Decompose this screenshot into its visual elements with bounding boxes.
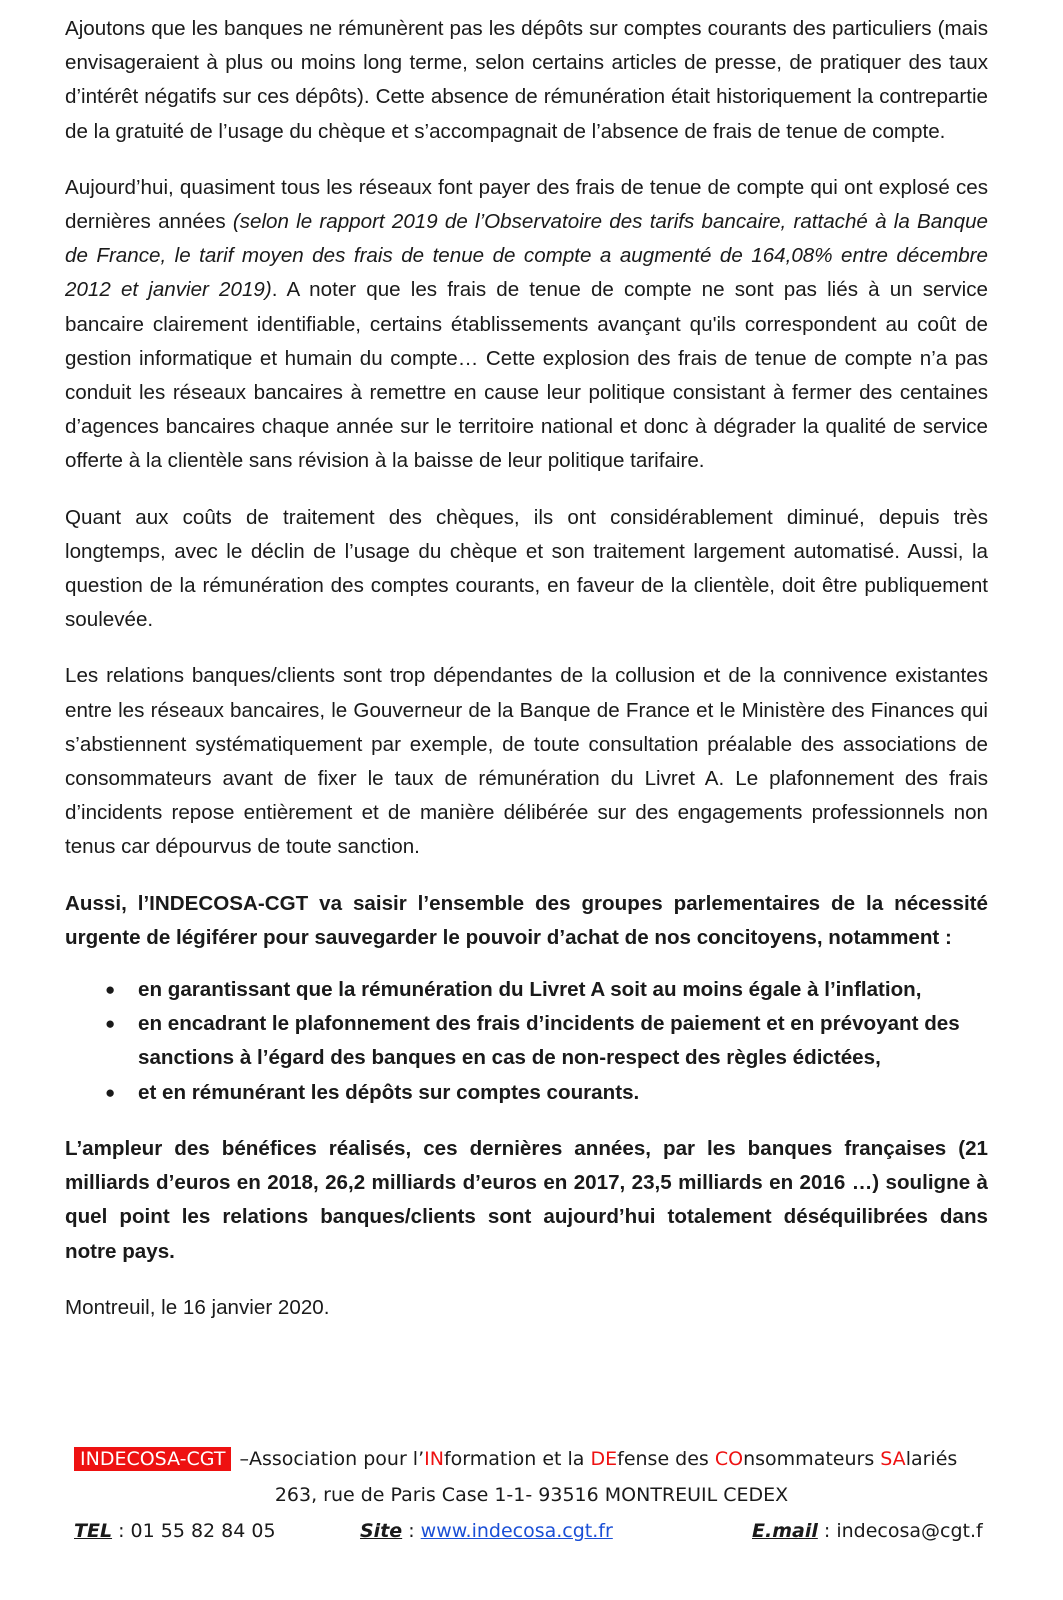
tel-label: TEL: [74, 1520, 113, 1542]
footer-email: [752, 1520, 983, 1542]
tel-value: : 01 55 82 84 05: [112, 1520, 276, 1542]
tagline-initials: CO: [714, 1448, 744, 1470]
tagline-initials: DE: [590, 1448, 618, 1470]
site-link[interactable]: www.indecosa.cgt.fr: [420, 1520, 613, 1542]
brand-badge: INDECOSA-CGT: [74, 1447, 231, 1471]
list-item: ● en garantissant que la rémunération du Livret A soit au moins égale à l’inflation,: [65, 973, 988, 1007]
fees-text-start: Aujourd’hui, quasiment tous les réseaux font payer des frais de tenue de compte qui ont explosé ces dernières années: [65, 175, 988, 234]
paragraph-bank-profits: L’ampleur des bénéfices réalisés, ces dernières années, par les banques françaises (21 milliards d’euros en 2018, 26,2 milliards d’euros en 2017, 23,5 milliards en 2016 …) souligne à quel point les relations banques/clients sont aujourd’hui totalement déséquilibrées dans notre pays.: [65, 1136, 988, 1263]
letter-body: [65, 12, 988, 1325]
footer-tel: [74, 1520, 276, 1542]
tagline-text: Association pour l’: [249, 1448, 425, 1470]
list-item: ● et en rémunérant les dépôts sur comptes courants.: [65, 1076, 988, 1110]
signature-line: Montreuil, le 16 janvier 2020.: [65, 1295, 330, 1319]
paragraph-cheques: Quant aux coûts de traitement des chèques, ils ont considérablement diminué, depuis très longtemps, avec le déclin de l’usage du chèque et son traitement largement automatisé. Aussi, la question de la rémunération des comptes courants, en faveur de la clientèle, doit être publiquement soulevée.: [65, 505, 988, 632]
fees-text-end: . A noter que les frais de tenue de compte ne sont pas liés à un service bancaire clairement identifiable, certains établissements avançant qu'ils correspondent au coût de gestion informatique et humain du compte… Cette explosion des frais de tenue de compte n’a pas conduit les réseaux bancaires à remettre en cause leur politique consistant à fermer des centaines d’agences bancaires chaque année sur le territoire national et donc à dégrader la qualité de service offerte à la clientèle sans révision à la baisse de leur politique tarifaire.: [65, 278, 988, 473]
list-item: ● en encadrant le plafonnement des frais d’incidents de paiement et en prévoyant des sanctions à l’égard des banques en cas de non-respect des règles édictées,: [65, 1007, 988, 1075]
footer-address: 263, rue de Paris Case 1-1- 93516 MONTREUIL CEDEX: [274, 1484, 789, 1506]
paragraph-account-fees: [65, 171, 988, 479]
site-label: Site: [360, 1520, 403, 1542]
tagline-initials: IN: [424, 1448, 444, 1470]
demands-list: [65, 973, 988, 1110]
email-value[interactable]: : indecosa@cgt.f: [817, 1520, 983, 1542]
bullet-icon: ●: [105, 1082, 116, 1102]
bullet-icon: ●: [105, 1014, 116, 1034]
paragraph-relations: Les relations banques/clients sont trop dépendantes de la collusion et de la connivence existantes entre les réseaux bancaires, le Gouverneur de la Banque de France et le Ministère des Finances qui s’abstiennent systématiquement par exemple, de toute consultation préalable des associations de consommateurs avant de fixer le taux de rémunération du Livret A. Le plafonnement des frais d’incidents repose entièrement et de manière délibérée sur des engagements professionnels non tenus car dépourvus de toute sanction.: [65, 664, 988, 859]
tagline-text: lariés: [905, 1448, 958, 1470]
footer-site: Site : www.indecosa.cgt.fr: [360, 1520, 613, 1542]
bullet-icon: ●: [105, 980, 116, 1000]
fees-report-citation: (selon le rapport 2019 de l’Observatoire des tarifs bancaire, rattaché à la Banque de France, le tarif moyen des frais de tenue de compte a augmenté de 164,08% entre décembre 2012 et janvier 2019): [65, 210, 988, 302]
tagline-text: formation et la: [443, 1448, 591, 1470]
email-label: E.mail: [752, 1520, 818, 1542]
tagline-text: nsommateurs: [743, 1448, 881, 1470]
tagline-text: fense des: [617, 1448, 715, 1470]
paragraph-deposits: Ajoutons que les banques ne rémunèrent pas les dépôts sur comptes courants des particuliers (mais envisageraient à plus ou moins long terme, selon certains articles de presse, de pratiquer des taux d’intérêt négatifs sur ces dépôts). Cette absence de rémunération était historiquement la contrepartie de la gratuité de l’usage du chèque et s’accompagnait de l’absence de frais de tenue de compte.: [65, 17, 988, 143]
footer-dash: –: [233, 1448, 249, 1470]
footer-organization: [74, 1448, 957, 1470]
footer-tagline: [249, 1448, 957, 1470]
paragraph-call-to-action: Aussi, l’INDECOSA-CGT va saisir l’ensemble des groupes parlementaires de la nécessité urgente de légiférer pour sauvegarder le pouvoir d’achat de nos concitoyens, notamment :: [65, 891, 988, 949]
tagline-initials: SA: [880, 1448, 906, 1470]
